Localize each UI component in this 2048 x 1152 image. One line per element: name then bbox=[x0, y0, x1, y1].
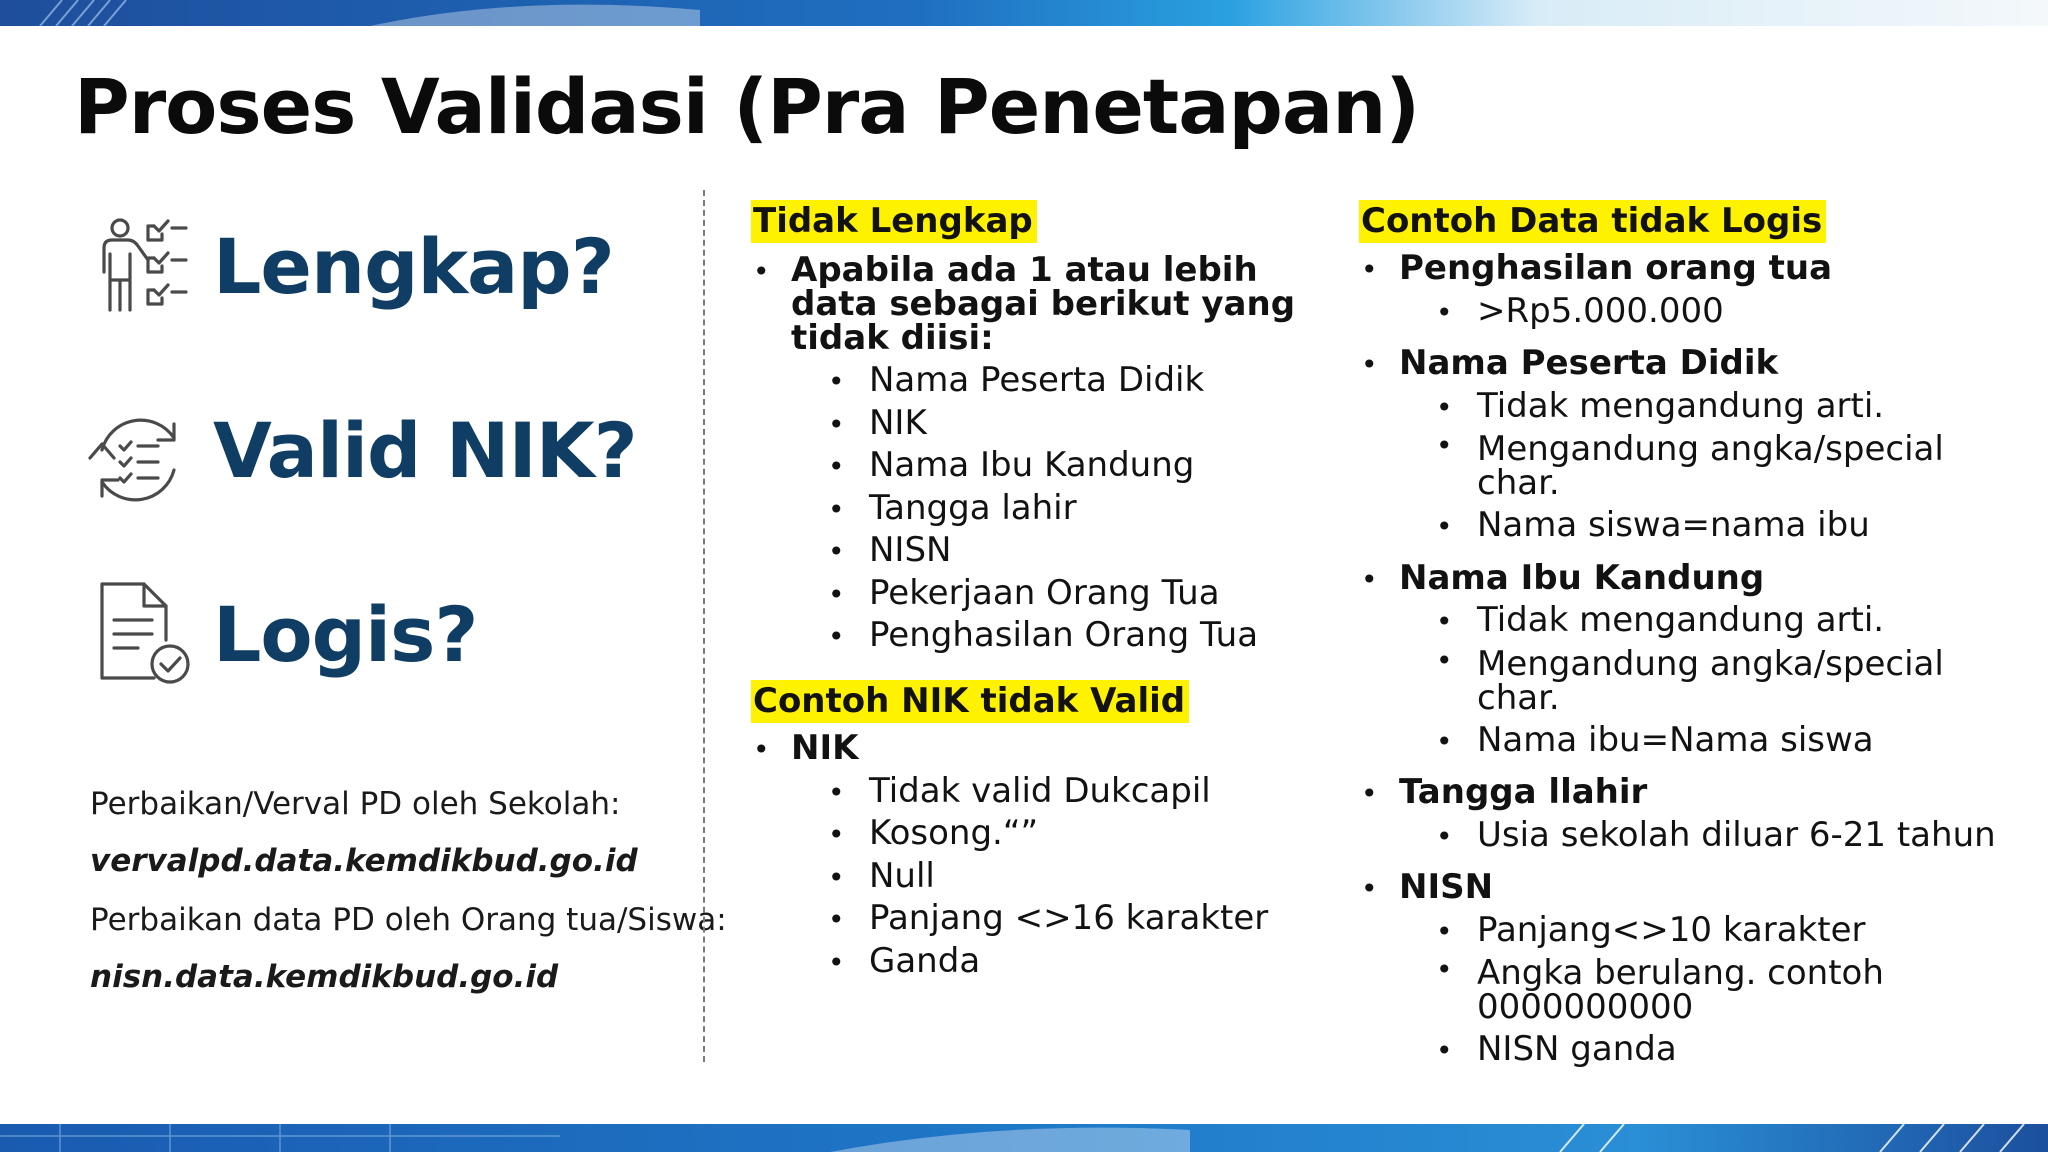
column-divider bbox=[703, 190, 705, 1062]
top-decor-band bbox=[0, 0, 2048, 26]
list-item: • Panjang <>16 karakter bbox=[751, 897, 1351, 940]
list-item: • Pekerjaan Orang Tua bbox=[751, 572, 1351, 615]
list-item: • NISN ganda bbox=[1359, 1028, 2019, 1071]
logis-group-label: • Nama Ibu Kandung bbox=[1359, 557, 2019, 600]
list-item: • Nama siswa=nama ibu bbox=[1359, 504, 2019, 547]
list-item: • Panjang<>10 karakter bbox=[1359, 909, 2019, 952]
list-item: • Mengandung angka/special char. bbox=[1359, 642, 2019, 719]
list-item: • Null bbox=[751, 855, 1351, 898]
list-item: • Tidak mengandung arti. bbox=[1359, 599, 2019, 642]
list-item: • Nama ibu=Nama siswa bbox=[1359, 719, 2019, 762]
list-item: • Kosong.“” bbox=[751, 812, 1351, 855]
list-item: • Angka berulang. contoh 0000000000 bbox=[1359, 951, 2019, 1028]
footer-url-vervalpd[interactable]: vervalpd.data.kemdikbud.go.id bbox=[90, 843, 638, 879]
logis-group-label: • Nama Peserta Didik bbox=[1359, 342, 2019, 385]
tidak-lengkap-intro: • Apabila ada 1 atau lebih data sebagai berikut yang tidak diisi: bbox=[751, 253, 1351, 355]
question-valid-nik: Valid NIK? bbox=[213, 406, 637, 495]
list-item: • Tidak mengandung arti. bbox=[1359, 385, 2019, 428]
nik-tidak-valid-heading: Contoh NIK tidak Valid bbox=[751, 680, 1189, 723]
list-item: • Usia sekolah diluar 6-21 tahun bbox=[1359, 814, 2019, 857]
list-item: • NIK bbox=[751, 402, 1351, 445]
tidak-logis-section bbox=[1359, 200, 2019, 1071]
nik-tidak-valid-section bbox=[751, 680, 1351, 982]
list-item: • Tangga lahir bbox=[751, 487, 1351, 530]
refresh-list-icon bbox=[82, 404, 194, 516]
list-item: • Mengandung angka/special char. bbox=[1359, 427, 2019, 504]
document-check-icon bbox=[88, 578, 200, 690]
list-item: • Ganda bbox=[751, 940, 1351, 983]
list-item: • Tidak valid Dukcapil bbox=[751, 770, 1351, 813]
list-item: • Penghasilan Orang Tua bbox=[751, 614, 1351, 657]
tidak-lengkap-section bbox=[751, 200, 1351, 657]
question-logis: Logis? bbox=[213, 590, 478, 679]
logis-group-label: • Penghasilan orang tua bbox=[1359, 247, 2019, 290]
nik-group-label: • NIK bbox=[751, 727, 1351, 770]
question-lengkap: Lengkap? bbox=[213, 222, 614, 311]
footer-url-nisn[interactable]: nisn.data.kemdikbud.go.id bbox=[90, 959, 559, 995]
tidak-logis-heading: Contoh Data tidak Logis bbox=[1359, 200, 1826, 243]
page-title: Proses Validasi (Pra Penetapan) bbox=[74, 62, 1420, 151]
list-item: • Nama Ibu Kandung bbox=[751, 444, 1351, 487]
footer-line-orangtua: Perbaikan data PD oleh Orang tua/Siswa: bbox=[90, 902, 727, 938]
list-item: • >Rp5.000.000 bbox=[1359, 290, 2019, 333]
bottom-decor-band bbox=[0, 1124, 2048, 1152]
list-item: • Nama Peserta Didik bbox=[751, 359, 1351, 402]
checklist-person-icon bbox=[88, 210, 200, 322]
logis-group-label: • Tangga llahir bbox=[1359, 771, 2019, 814]
tidak-lengkap-heading: Tidak Lengkap bbox=[751, 200, 1037, 243]
list-item: • NISN bbox=[751, 529, 1351, 572]
logis-group-label: • NISN bbox=[1359, 866, 2019, 909]
footer-line-sekolah: Perbaikan/Verval PD oleh Sekolah: bbox=[90, 786, 621, 822]
